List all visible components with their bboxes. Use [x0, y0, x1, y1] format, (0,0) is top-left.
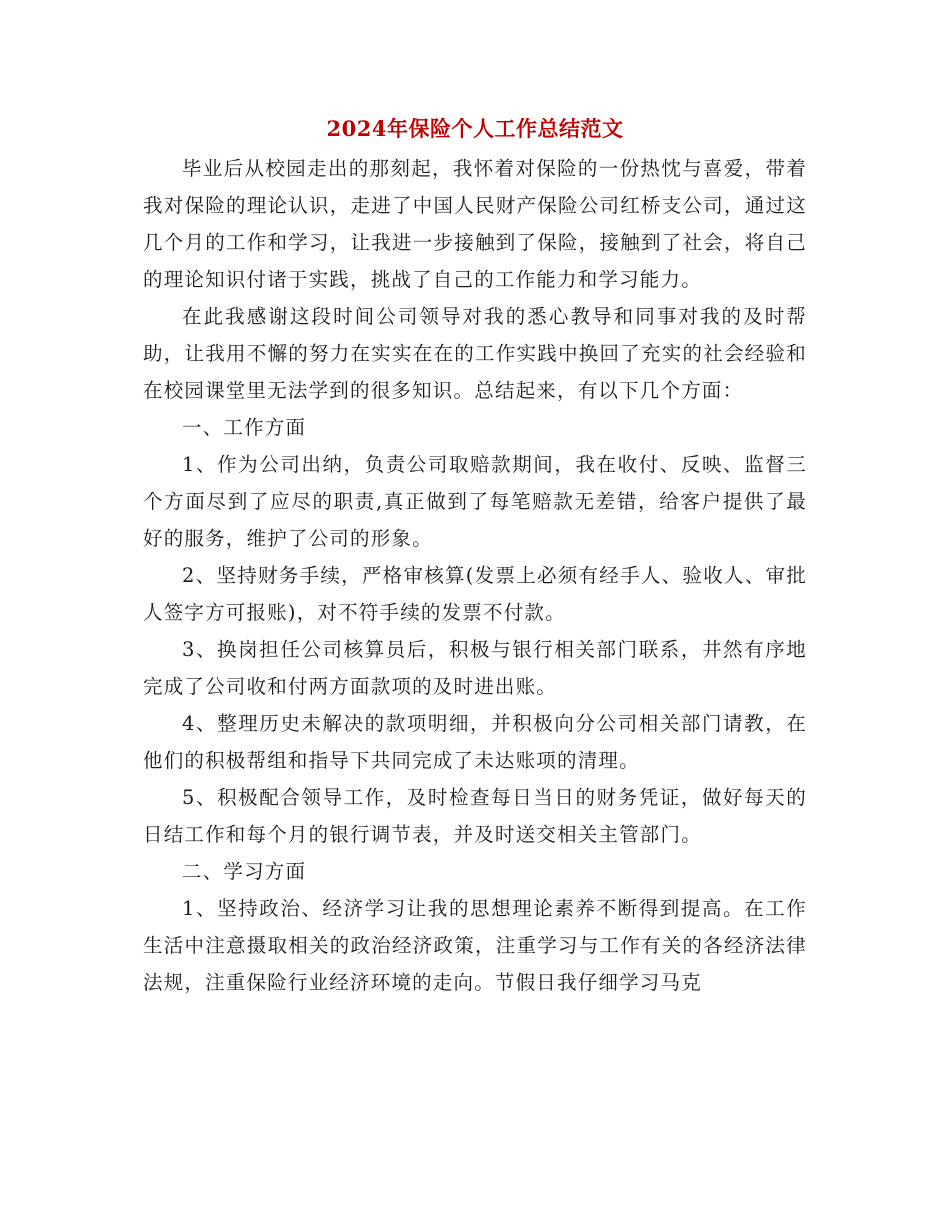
- section-heading-work: 一、工作方面: [182, 416, 307, 439]
- paragraph-work-1: 1、作为公司出纳，负责公司取赔款期间，我在收付、反映、监督三个方面尽到了应尽的职责,真正做到了每笔赔款无差错，给客户提供了最好的服务，维护了公司的形象。: [143, 453, 807, 550]
- paragraph-thanks: 在此我感谢这段时间公司领导对我的悉心教导和同事对我的及时帮助，让我用不懈的努力在实实在在的工作实践中换回了充实的社会经验和在校园课堂里无法学到的很多知识。总结起来，有以下几个方面：: [143, 305, 807, 402]
- document-body: [143, 150, 807, 1001]
- paragraph-work-3: 3、换岗担任公司核算员后，积极与银行相关部门联系，井然有序地完成了公司收和付两方面款项的及时进出账。: [143, 638, 807, 698]
- paragraph-work-5: 5、积极配合领导工作，及时检查每日当日的财务凭证，做好每天的日结工作和每个月的银行调节表，并及时送交相关主管部门。: [143, 786, 807, 846]
- paragraph-intro: 毕业后从校园走出的那刻起，我怀着对保险的一份热忱与喜爱，带着我对保险的理论认识，走进了中国人民财产保险公司红桥支公司，通过这几个月的工作和学习，让我进一步接触到了保险，接触到了社会，将自己的理论知识付诸于实践，挑战了自己的工作能力和学习能力。: [143, 157, 807, 291]
- paragraph-work-2: 2、坚持财务手续，严格审核算(发票上必须有经手人、验收人、审批人签字方可报账)，对不符手续的发票不付款。: [143, 564, 807, 624]
- document-title: 2024年保险个人工作总结范文: [326, 116, 624, 141]
- paragraph-study-1: 1、坚持政治、经济学习让我的思想理论素养不断得到提高。在工作生活中注意摄取相关的政治经济政策，注重学习与工作有关的各经济法律法规，注重保险行业经济环境的走向。节假日我仔细学习马克: [143, 897, 807, 994]
- section-heading-study: 二、学习方面: [182, 860, 307, 883]
- paragraph-work-4: 4、整理历史未解决的款项明细，并积极向分公司相关部门请教，在他们的积极帮组和指导下共同完成了未达账项的清理。: [143, 712, 807, 772]
